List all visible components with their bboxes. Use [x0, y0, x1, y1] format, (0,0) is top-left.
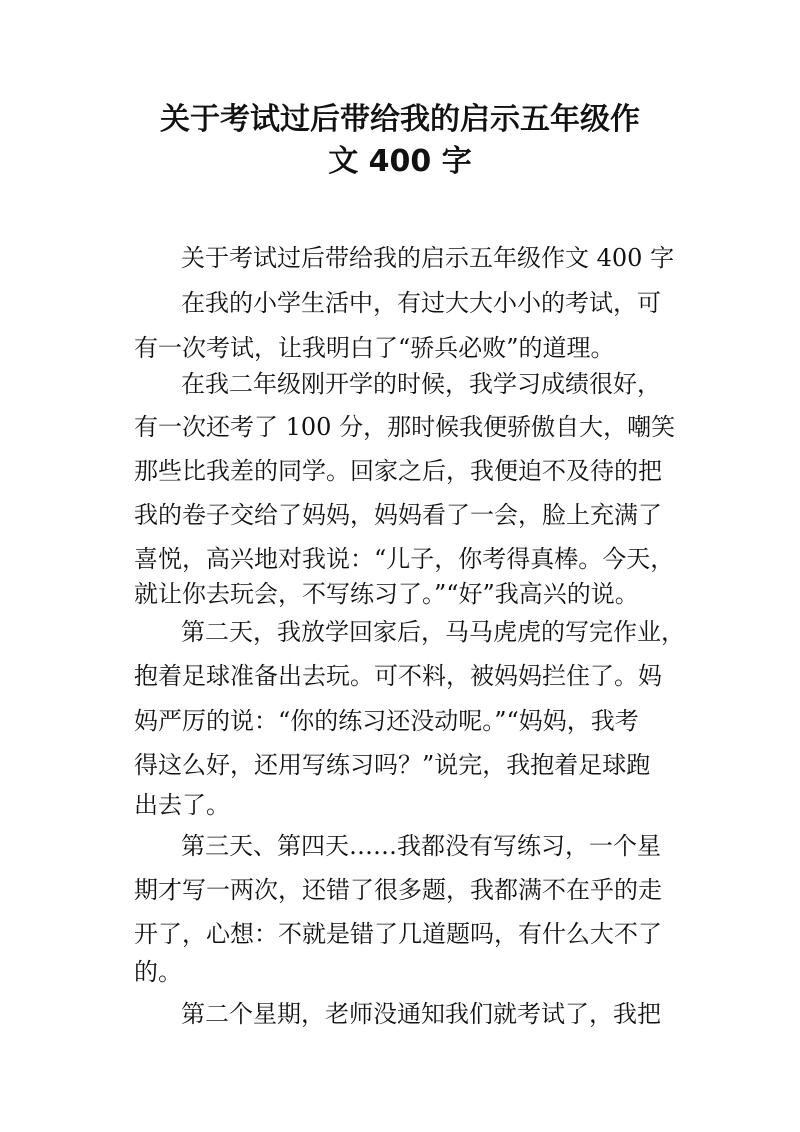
- body-line: 我的卷子交给了妈妈，妈妈看了一会，脸上充满了: [134, 501, 662, 529]
- body-line: 就让你去玩会，不写练习了。”“好”我高兴的说。: [134, 580, 639, 608]
- body-line: 那些比我差的同学。回家之后，我便迫不及待的把: [134, 457, 662, 485]
- document-title-line-2: 文 400 字: [328, 144, 472, 179]
- body-line: 出去了。: [134, 791, 230, 819]
- body-line: 妈严厉的说：“你的练习还没动呢。”“妈妈，我考: [134, 707, 639, 735]
- body-line: 得这么好，还用写练习吗？”说完，我抱着足球跑: [134, 751, 651, 779]
- body-line: 喜悦，高兴地对我说：“儿子，你考得真棒。今天，: [134, 545, 675, 573]
- body-line: 有一次还考了 100 分，那时候我便骄傲自大，嘲笑: [134, 413, 676, 441]
- body-line: 的。: [134, 958, 182, 986]
- body-line: 关于考试过后带给我的启示五年级作文 400 字: [181, 244, 675, 272]
- document-title-line-1: 关于考试过后带给我的启示五年级作: [160, 102, 640, 137]
- body-line: 在我的小学生活中，有过大大小小的考试，可: [181, 289, 661, 317]
- body-line: 在我二年级刚开学的时候，我学习成绩很好，: [181, 370, 661, 398]
- body-line: 开了，心想：不就是错了几道题吗，有什么大不了: [134, 920, 662, 948]
- body-line: 抱着足球准备出去玩。可不料，被妈妈拦住了。妈: [134, 662, 662, 690]
- body-line: 第三天、第四天……我都没有写练习，一个星: [181, 832, 661, 860]
- body-line: 有一次考试，让我明白了“骄兵必败”的道理。: [134, 334, 615, 362]
- body-line: 期才写一两次，还错了很多题，我都满不在乎的走: [134, 876, 662, 904]
- body-line: 第二天，我放学回家后，马马虎虎的写完作业，: [181, 618, 685, 646]
- body-line: 第二个星期，老师没通知我们就考试了，我把: [181, 1000, 661, 1028]
